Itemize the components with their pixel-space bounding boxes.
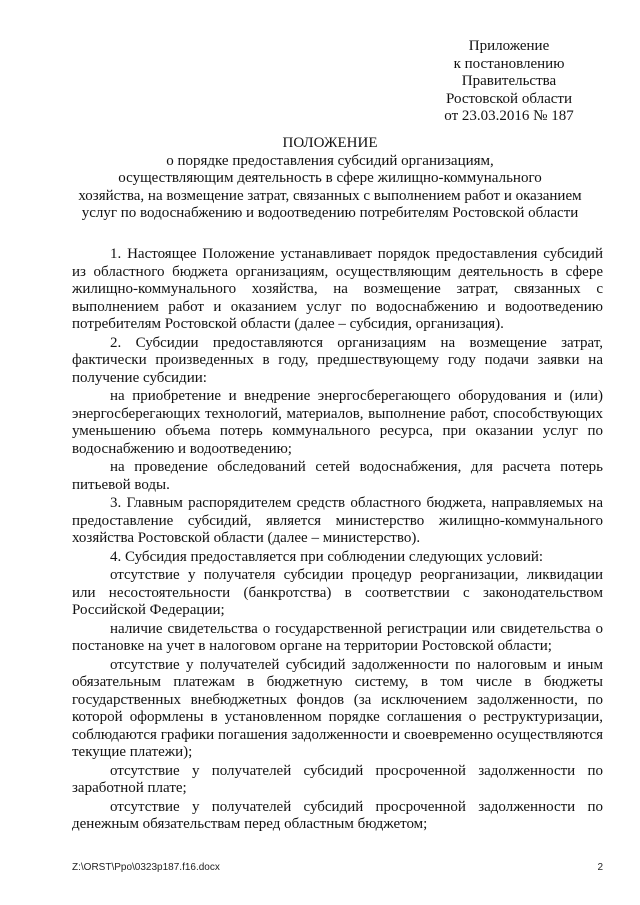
title-subtitle-line: хозяйства, на возмещение затрат, связанных с выполнением работ и оказанием bbox=[78, 187, 582, 204]
appendix-line: от 23.03.2016 № 187 bbox=[444, 108, 574, 124]
paragraph: 1. Настоящее Положение устанавливает порядок предоставления субсидий из областного бюджета организациям, осуществляющим деятельность в сфере жилищно-коммунального хозяйства, на возмещение затрат, связанных с выполнением работ и оказанием услуг по водоснабжению и водоотведению потребителям Ростовской области (далее – субсидия, организация). bbox=[72, 246, 603, 332]
paragraph: отсутствие у получателей субсидий просроченной задолженности по денежным обязательствам перед областным бюджетом; bbox=[72, 798, 603, 832]
appendix-line: Правительства bbox=[461, 73, 557, 89]
appendix-line: к постановлению bbox=[453, 55, 565, 72]
paragraph: отсутствие у получателей субсидий задолженности по налоговым и иным обязательным платежам в бюджетную систему, в том числе в бюджеты государственных внебюджетных фондов (за исключением задолженности, по которой оформлены в установленном порядке соглашения о реструктуризации, соблюдаются графики погашения задолженности и своевременно осуществляются текущие платежи); bbox=[72, 656, 603, 760]
paragraph: на приобретение и внедрение энергосберегающего оборудования и (или) энергосберегающих технологий, материалов, выполнение работ, способствующих уменьшению объема потерь коммунального ресурса, при оказании услуг по водоснабжению и водоотведению; bbox=[72, 388, 603, 457]
paragraph: отсутствие у получателей субсидий просроченной задолженности по заработной плате; bbox=[72, 762, 603, 796]
paragraph: наличие свидетельства о государственной регистрации или свидетельства о постановке на учет в налоговом органе на территории Ростовской области; bbox=[72, 620, 603, 654]
title-subtitle-line: о порядке предоставления субсидий организациям, bbox=[166, 152, 494, 169]
title-heading: ПОЛОЖЕНИЕ bbox=[282, 135, 378, 151]
title-subtitle-line: услуг по водоснабжению и водоотведению потребителям Ростовской области bbox=[81, 205, 579, 221]
paragraph: 4. Субсидия предоставляется при соблюдении следующих условий: bbox=[110, 548, 544, 565]
footer-file-path: Z:\ORST\Ppo\0323p187.f16.docx bbox=[72, 862, 220, 873]
document-body bbox=[72, 246, 603, 835]
appendix-block bbox=[423, 38, 595, 126]
appendix-line: Ростовской области bbox=[446, 90, 572, 107]
paragraph: 2. Субсидии предоставляются организациям на возмещение затрат, фактически произведенных в году, предшествующему году подачи заявки на получение субсидии: bbox=[72, 334, 603, 386]
appendix-line: Приложение bbox=[468, 38, 550, 54]
title-subtitle-line: осуществляющим деятельность в сфере жилищно-коммунального bbox=[118, 170, 542, 186]
page-number: 2 bbox=[597, 862, 603, 873]
paragraph: отсутствие у получателя субсидии процедур реорганизации, ликвидации или несостоятельности (банкротства) в соответствии с законодательством Российской Федерации; bbox=[72, 567, 603, 618]
paragraph: 3. Главным распорядителем средств областного бюджета, направляемых на предоставление субсидий, является министерство жилищно-коммунального хозяйства Ростовской области (далее – министерство). bbox=[72, 495, 603, 546]
document-title bbox=[60, 135, 600, 223]
paragraph: на проведение обследований сетей водоснабжения, для расчета потерь питьевой воды. bbox=[72, 459, 603, 493]
